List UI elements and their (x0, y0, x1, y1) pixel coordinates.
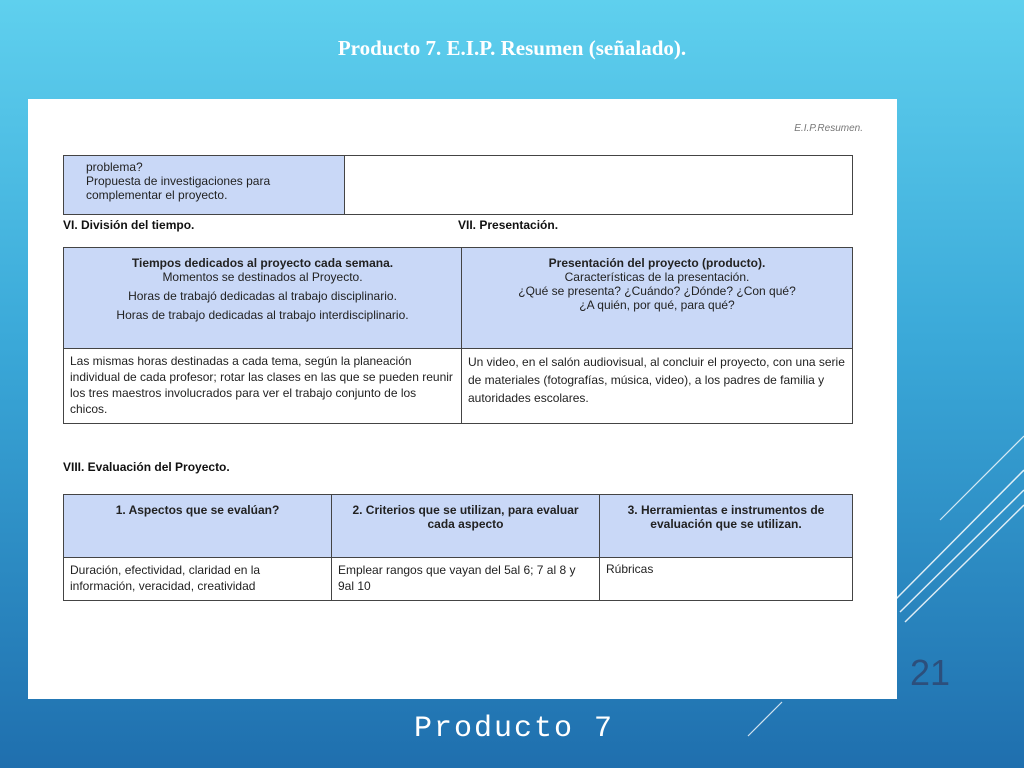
top-left-cell (64, 156, 345, 215)
document-image (28, 99, 897, 699)
section-viii-heading: VIII. Evaluación del Proyecto. (63, 460, 230, 474)
eval-cell-aspects: Duración, efectividad, claridad en la información, veracidad, creatividad (64, 558, 332, 601)
top-left-line: problema? (86, 160, 143, 174)
section-vii-heading: VII. Presentación. (458, 218, 559, 232)
time-header-line: Momentos se destinados al Proyecto. (162, 270, 363, 284)
presentation-body-cell: Un video, en el salón audiovisual, al concluir el proyecto, con una serie de materiales (fotografías, música, video), a los padres de familia y autoridades escolares. (462, 349, 853, 424)
presentation-header-cell (462, 248, 853, 349)
evaluation-table (63, 494, 853, 601)
top-right-cell (345, 156, 853, 215)
eval-header-criteria: 2. Criterios que se utilizan, para evaluar cada aspecto (332, 495, 600, 558)
top-left-line: complementar el proyecto. (86, 188, 228, 202)
slide-title: Producto 7. E.I.P. Resumen (señalado). (337, 36, 687, 60)
eval-header-aspects: 1. Aspectos que se evalúan? (64, 495, 332, 558)
time-presentation-table (63, 247, 853, 424)
presentation-header-title: Presentación del proyecto (producto). (548, 256, 766, 270)
presentation-header-line: ¿A quién, por qué, para qué? (579, 298, 735, 312)
slide-number: 21 (910, 652, 951, 693)
time-header-line: Horas de trabajó dedicadas al trabajo disciplinario. (128, 289, 397, 303)
eval-cell-tools: Rúbricas (600, 558, 853, 601)
eval-cell-criteria: Emplear rangos que vayan del 5al 6; 7 al 8 y 9al 10 (332, 558, 600, 601)
time-header-title: Tiempos dedicados al proyecto cada semana. (131, 256, 394, 270)
top-left-line: Propuesta de investigaciones para (86, 174, 271, 188)
document-header: E.I.P.Resumen. (794, 123, 863, 134)
slide-footer: Producto 7 (414, 712, 615, 746)
section-vi-heading: VI. División del tiempo. (63, 218, 195, 232)
presentation-header-line: ¿Qué se presenta? ¿Cuándo? ¿Dónde? ¿Con qué? (518, 284, 796, 298)
time-header-line: Horas de trabajo dedicadas al trabajo interdisciplinario. (116, 308, 409, 322)
presentation-header-line: Características de la presentación. (564, 270, 750, 284)
time-header-cell (64, 248, 462, 349)
top-table (63, 155, 853, 215)
time-body-cell: Las mismas horas destinadas a cada tema, según la planeación individual de cada profesor; rotar las clases en las que se pueden reunir los tres maestros involucrados para ver el trabajo conjunto de los chicos. (64, 349, 462, 424)
eval-header-tools: 3. Herramientas e instrumentos de evaluación que se utilizan. (600, 495, 853, 558)
